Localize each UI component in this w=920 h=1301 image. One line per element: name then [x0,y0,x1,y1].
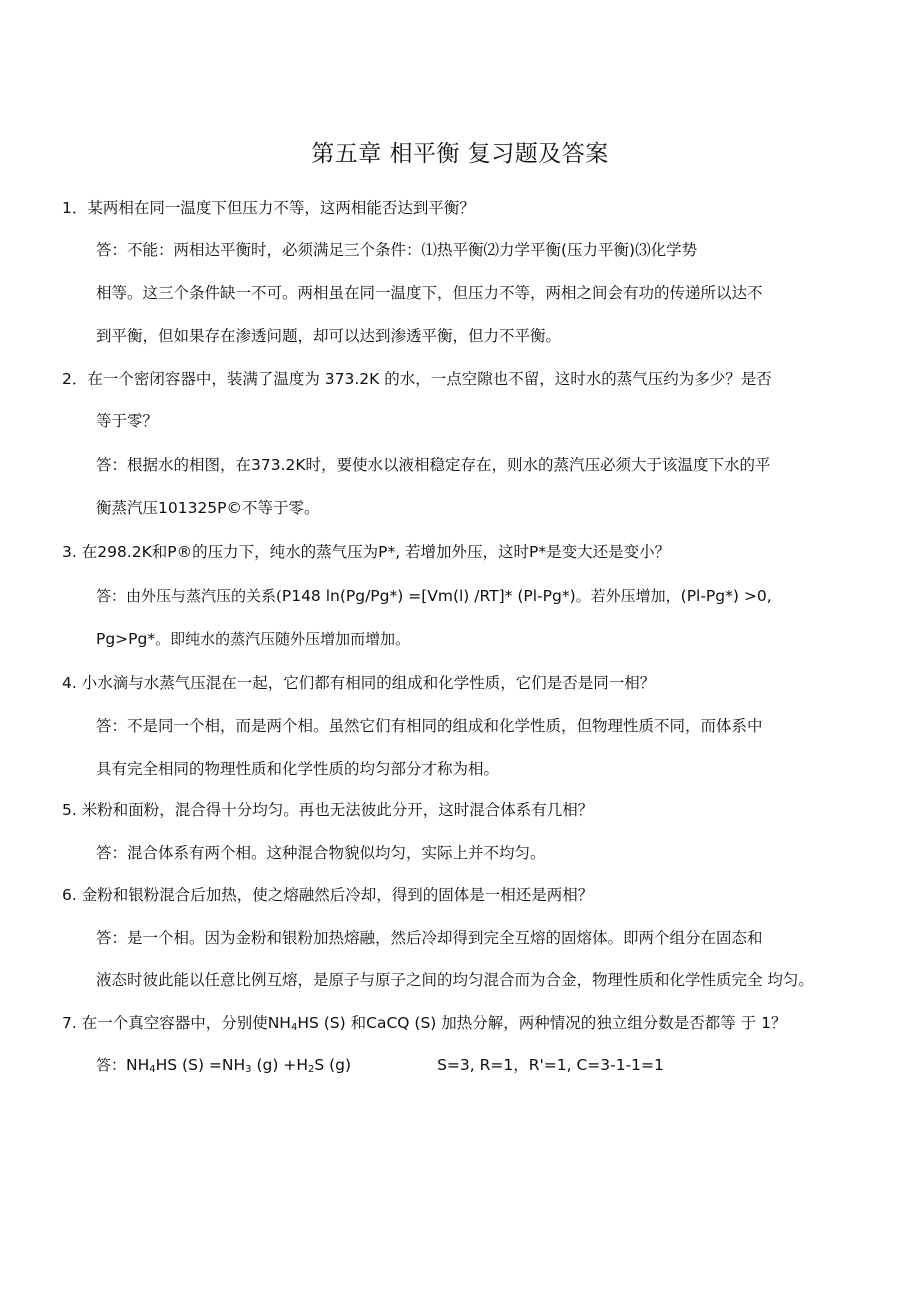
question-2: 2．在一个密闭容器中，装满了温度为 373.2K 的水，一点空隙也不留，这时水的蒸气压约为多少？是否 [62,370,772,388]
question-5: 5. 米粉和面粉，混合得十分均匀。再也无法彼此分开，这时混合体系有几相？ [62,801,594,819]
answer-7-prefix: 答： [96,1056,127,1074]
answer-3-prefix: 答：由外压与蒸汽压的关系( [96,587,282,605]
answer-7-result: S=3, R=1，R'=1, C=3-1-1=1 [437,1056,664,1074]
eq-sub-3: 3 [245,1064,252,1075]
eq-nh: NH [126,1056,150,1074]
answer-3-formula: P148 ln(Pg/Pg*) =[Vm(l) /RT]* (Pl-Pg*) [281,587,576,605]
answer-4-line-2: 具有完全相同的物理性质和化学性质的均匀部分才称为相。 [96,760,500,778]
answer-3-mid: 。若外压增加， [575,587,681,605]
question-1: 1．某两相在同一温度下但压力不等，这两相能否达到平衡？ [62,199,475,217]
question-2-cont: 等于零？ [96,412,159,430]
question-7-part-b: HS (S) 和CaCQ (S) 加热分解，两种情况的独立组分数是否都等 于 1？ [297,1014,787,1032]
question-7-part-a: 7. 在一个真空容器中，分别使NH [62,1014,291,1032]
answer-3-inequality: (Pl-Pg*) >0, [680,587,772,605]
answer-3-line-1 [96,586,772,606]
eq-sub-2: 2 [307,1064,315,1075]
eq-sg: S (g) [314,1056,352,1074]
page-title: 第五章 相平衡 复习题及答案 [311,141,609,167]
answer-7-equation [96,1055,664,1080]
question-7 [62,1013,786,1038]
answer-6-line-1: 答：是一个相。因为金粉和银粉加热熔融，然后冷却得到完全互熔的固熔体。即两个组分在固态和 [96,929,763,947]
answer-6-line-2: 液态时彼此能以任意比例互熔，是原子与原子之间的均匀混合而为合金，物理性质和化学性质完全 均匀。 [96,971,814,989]
eq-sub-4: 4 [149,1064,156,1075]
answer-1-line-2: 相等。这三个条件缺一不可。两相虽在同一温度下，但压力不等，两相之间会有功的传递所以达不 [96,284,763,302]
eq-hs: HS (S) =NH [155,1056,246,1074]
answer-3-result: Pg>Pg* [96,630,156,648]
answer-3-line-2 [96,629,410,649]
answer-1-line-1: 答：不能：两相达平衡时，必须满足三个条件：⑴热平衡⑵力学平衡(压力平衡)⑶化学势 [96,241,698,259]
answer-1-line-3: 到平衡，但如果存在渗透问题，却可以达到渗透平衡，但力不平衡。 [96,327,562,345]
question-4: 4. 小水滴与水蒸气压混在一起，它们都有相同的组成和化学性质，它们是否是同一相？ [62,674,656,692]
answer-5: 答：混合体系有两个相。这种混合物貌似均匀，实际上并不均匀。 [96,844,546,862]
question-7-subscript: 4 [290,1022,298,1033]
answer-2-line-2: 衡蒸汽压101325P©不等于零。 [96,499,320,517]
answer-3-conclusion: 。即纯水的蒸汽压随外压增加而增加。 [155,630,411,648]
question-3: 3. 在298.2K和P®的压力下，纯水的蒸气压为P*, 若增加外压，这时P*是变大还是变小？ [62,543,671,561]
eq-g1: (g) +H [251,1056,308,1074]
question-6: 6. 金粉和银粉混合后加热，使之熔融然后冷却，得到的固体是一相还是两相？ [62,886,594,904]
answer-2-line-1: 答：根据水的相图，在373.2K时，要使水以液相稳定存在，则水的蒸汽压必须大于该温度下水的平 [96,456,771,474]
answer-4-line-1: 答：不是同一个相，而是两个相。虽然它们有相同的组成和化学性质，但物理性质不同，而体系中 [96,717,763,735]
